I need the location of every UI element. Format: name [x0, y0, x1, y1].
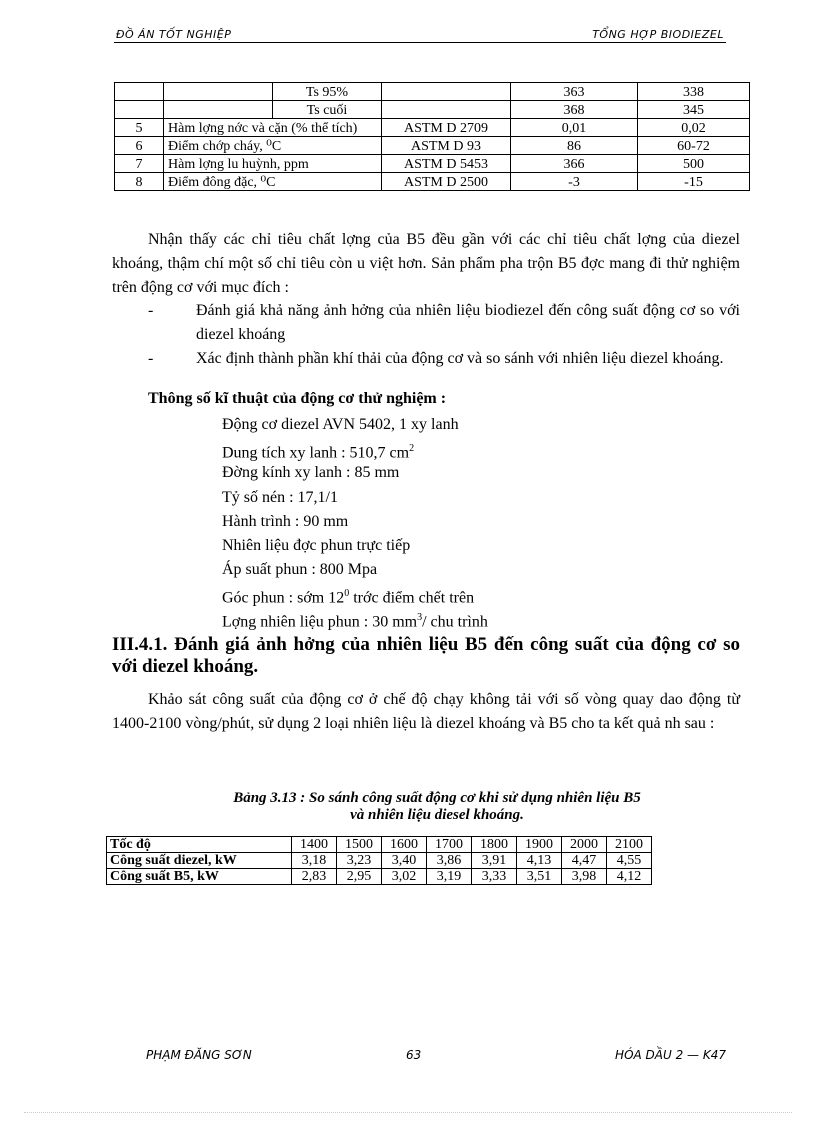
footer-author: PHẠM ĐĂNG SƠN	[146, 1048, 252, 1062]
spec-bore: Đờng kính xy lanh : 85 mm	[222, 464, 400, 481]
row-label: Tốc độ	[107, 837, 292, 853]
power-comparison-table	[106, 836, 652, 885]
value-b5: 363	[511, 83, 638, 101]
row-label: Công suất B5, kW	[107, 869, 292, 885]
speed-cell: 1800	[472, 837, 517, 853]
value-diesel: 338	[638, 83, 750, 101]
spec-angle-sup: 0	[344, 588, 350, 599]
value-diesel: 500	[638, 155, 750, 173]
bullet-text: Đánh giá khả năng ảnh hởng của nhiên liệu biodiezel đến công suất động cơ so với diezel khoáng	[196, 302, 740, 343]
diesel-power-cell: 3,23	[337, 853, 382, 869]
b5-power-cell: 3,19	[427, 869, 472, 885]
table-row	[115, 101, 750, 119]
property-name: Điểm đông đặc, ⁰C	[164, 173, 382, 191]
row-number	[115, 101, 164, 119]
diesel-power-cell: 3,40	[382, 853, 427, 869]
table-caption	[112, 790, 762, 824]
test-method: ASTM D 5453	[382, 155, 511, 173]
table-row	[107, 869, 652, 885]
property-name: Điểm chớp cháy, ⁰C	[164, 137, 382, 155]
test-method: ASTM D 2500	[382, 173, 511, 191]
header-left: ĐỒ ÁN TỐT NGHIỆP	[116, 28, 232, 41]
spec-stroke: Hành trình : 90 mm	[222, 513, 349, 530]
speed-cell: 1500	[337, 837, 382, 853]
spec-volume-text: Lợng nhiên liệu phun : 30 mm	[222, 613, 418, 631]
b5-power-cell: 3,98	[562, 869, 607, 885]
property-sub: Ts cuối	[273, 101, 382, 119]
bullet-mark: -	[148, 302, 154, 319]
speed-cell: 2000	[562, 837, 607, 853]
spec-volume	[222, 606, 488, 634]
b5-power-cell: 4,12	[607, 869, 652, 885]
diesel-power-cell: 3,18	[292, 853, 337, 869]
caption-line-1: Bảng 3.13 : So sánh công suất động cơ khi sử dụng nhiên liệu B5	[233, 790, 641, 806]
table-row	[115, 83, 750, 101]
table-row	[107, 853, 652, 869]
diesel-power-cell: 3,91	[472, 853, 517, 869]
paragraph-observation: Nhận thấy các chỉ tiêu chất lợng của B5 đều gần với các chỉ tiêu chất lợng của diezel khoáng, thậm chí một số chỉ tiêu còn u việt hơn. Sản phẩm pha trộn B5 đợc mang đi thử nghiệm trên động cơ với mục đích :	[112, 231, 740, 296]
row-label: Công suất diezel, kW	[107, 853, 292, 869]
test-method	[382, 83, 511, 101]
speed-cell: 1900	[517, 837, 562, 853]
property-name: Hàm lợng nớc và cặn (% thể tích)	[164, 119, 382, 137]
table-row	[115, 173, 750, 191]
property-name	[164, 83, 273, 101]
spec-engine: Động cơ diezel AVN 5402, 1 xy lanh	[222, 416, 459, 433]
value-diesel: 0,02	[638, 119, 750, 137]
header-right: TỔNG HỢP BIODIEZEL	[592, 28, 724, 41]
paragraph-survey: Khảo sát công suất của động cơ ở chế độ chạy không tải với số vòng quay dao động từ 1400-2100 vòng/phút, sử dụng 2 loại nhiên liệu là diezel khoáng và B5 cho ta kết quả nh sau :	[112, 691, 740, 732]
table-row	[115, 155, 750, 173]
table-row	[107, 837, 652, 853]
spec-capacity-sup: 2	[409, 443, 415, 454]
b5-power-cell: 3,02	[382, 869, 427, 885]
b5-power-cell: 2,95	[337, 869, 382, 885]
test-method	[382, 101, 511, 119]
table-row	[115, 119, 750, 137]
spec-volume-rest: / chu trình	[422, 613, 488, 631]
value-b5: 366	[511, 155, 638, 173]
speed-cell: 1600	[382, 837, 427, 853]
value-diesel: 345	[638, 101, 750, 119]
footer-dotted-rule	[24, 1112, 792, 1113]
spec-capacity-text: Dung tích xy lanh : 510,7 cm	[222, 444, 410, 462]
property-name: Hàm lợng lu huỳnh, ppm	[164, 155, 382, 173]
bullet-text: Xác định thành phần khí thải của động cơ và so sánh với nhiên liệu diezel khoáng.	[196, 350, 724, 367]
test-method: ASTM D 93	[382, 137, 511, 155]
fuel-properties-table	[114, 82, 750, 191]
b5-power-cell: 2,83	[292, 869, 337, 885]
table-row	[115, 137, 750, 155]
value-diesel: 60-72	[638, 137, 750, 155]
value-b5: 368	[511, 101, 638, 119]
row-number: 6	[115, 137, 164, 155]
property-sub: Ts 95%	[273, 83, 382, 101]
diesel-power-cell: 4,55	[607, 853, 652, 869]
spec-injection: Nhiên liệu đợc phun trực tiếp	[222, 537, 411, 554]
diesel-power-cell: 4,13	[517, 853, 562, 869]
spec-angle-text: Góc phun : sớm 12	[222, 589, 345, 607]
header-rule	[114, 42, 726, 43]
row-number: 8	[115, 173, 164, 191]
row-number: 7	[115, 155, 164, 173]
speed-cell: 1700	[427, 837, 472, 853]
row-number: 5	[115, 119, 164, 137]
page-number: 63	[406, 1048, 422, 1062]
test-method: ASTM D 2709	[382, 119, 511, 137]
spec-title: Thông số kĩ thuật của động cơ thử nghiệm :	[148, 390, 447, 407]
value-diesel: -15	[638, 173, 750, 191]
row-number	[115, 83, 164, 101]
spec-ratio: Tỷ số nén : 17,1/1	[222, 489, 338, 506]
b5-power-cell: 3,51	[517, 869, 562, 885]
footer-class: HÓA DẦU 2 — K47	[615, 1048, 726, 1062]
property-name	[164, 101, 273, 119]
value-b5: 0,01	[511, 119, 638, 137]
value-b5: 86	[511, 137, 638, 155]
value-b5: -3	[511, 173, 638, 191]
b5-power-cell: 3,33	[472, 869, 517, 885]
bullet-mark: -	[148, 350, 154, 367]
spec-volume-sup: 3	[417, 612, 423, 623]
caption-line-2: và nhiên liệu diesel khoáng.	[350, 807, 524, 823]
spec-pressure: Áp suất phun : 800 Mpa	[222, 561, 378, 578]
diesel-power-cell: 3,86	[427, 853, 472, 869]
spec-angle-rest: trớc điểm chết trên	[349, 589, 475, 607]
section-heading: III.4.1. Đánh giá ảnh hởng của nhiên liệu B5 đến công suất của động cơ so với diezel khoáng.	[112, 634, 740, 677]
speed-cell: 1400	[292, 837, 337, 853]
diesel-power-cell: 4,47	[562, 853, 607, 869]
speed-cell: 2100	[607, 837, 652, 853]
